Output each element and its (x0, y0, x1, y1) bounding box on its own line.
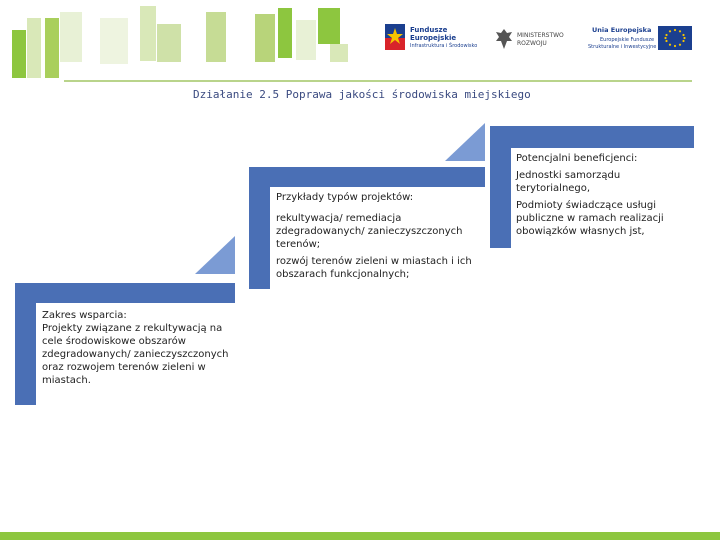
przyklady-item: rozwój terenów zieleni w miastach i ich obszarach funkcjonalnych; (276, 256, 472, 280)
step2-side (249, 167, 270, 289)
decor-square (278, 8, 292, 58)
step1-bar (15, 283, 235, 303)
decor-square (255, 14, 275, 62)
step3-panel (513, 150, 693, 250)
decor-square (140, 6, 156, 61)
step1-panel (38, 305, 238, 405)
zakres-heading: Zakres wsparcia: (42, 310, 127, 321)
step2-arrow-triangle (445, 123, 485, 161)
fundusze-europejskie-logo (385, 20, 485, 60)
decor-square (27, 18, 41, 78)
przyklady-heading: Przykłady typów projektów: (276, 192, 414, 203)
step2-panel (272, 189, 482, 289)
header-divider (64, 80, 692, 82)
ministerstwo-logo (495, 20, 573, 60)
przyklady-item: rekultywacja/ remediacja zdegradowanych/ zanieczyszczonych terenów; (276, 213, 463, 250)
beneficjenci-heading: Potencjalni beneficjenci: (516, 153, 638, 164)
min-line2: ROZWOJU (517, 40, 547, 47)
unia-europejska-logo (588, 20, 696, 60)
step3-bar (490, 126, 694, 148)
ue-line1: Unia Europejska (592, 26, 652, 34)
eagle-emblem-icon (495, 28, 513, 50)
ue-line3: Strukturalne i Inwestycyjne (588, 44, 657, 50)
page-title: Działanie 2.5 Poprawa jakości środowiska miejskiego (193, 88, 531, 101)
beneficjenci-item: Jednostki samorządu terytorialnego, (516, 170, 621, 194)
decor-square (206, 12, 226, 62)
decor-square (45, 18, 59, 78)
step3-side (490, 126, 511, 248)
fe-line3: Infrastruktura i Środowisko (410, 43, 478, 49)
fe-line1: Fundusze (410, 26, 448, 34)
decor-square (296, 20, 316, 60)
decor-square (60, 12, 82, 62)
decor-square (330, 44, 348, 62)
decor-square (157, 24, 181, 62)
decor-square (318, 8, 340, 44)
decor-square (12, 30, 26, 78)
beneficjenci-item: Podmioty świadczące usługi publiczne w ramach realizacji obowiązków własnych jst, (516, 200, 664, 237)
zakres-text: Projekty związane z rekultywacją na cele środowiskowe obszarów zdegradowanych/ zanieczyszczonych oraz rozwojem terenów zieleni w miastach. (42, 323, 229, 386)
min-line1: MINISTERSTWO (517, 32, 564, 39)
footer-bar (0, 532, 720, 540)
step2-bar (249, 167, 485, 187)
step1-side (15, 283, 36, 405)
eu-flag-icon (658, 26, 692, 50)
step1-arrow-triangle (195, 236, 235, 274)
fe-line2: Europejskie (410, 34, 457, 42)
fe-star-icon (385, 24, 405, 50)
ue-line2: Europejskie Fundusze (600, 37, 655, 43)
decor-square (100, 18, 128, 64)
